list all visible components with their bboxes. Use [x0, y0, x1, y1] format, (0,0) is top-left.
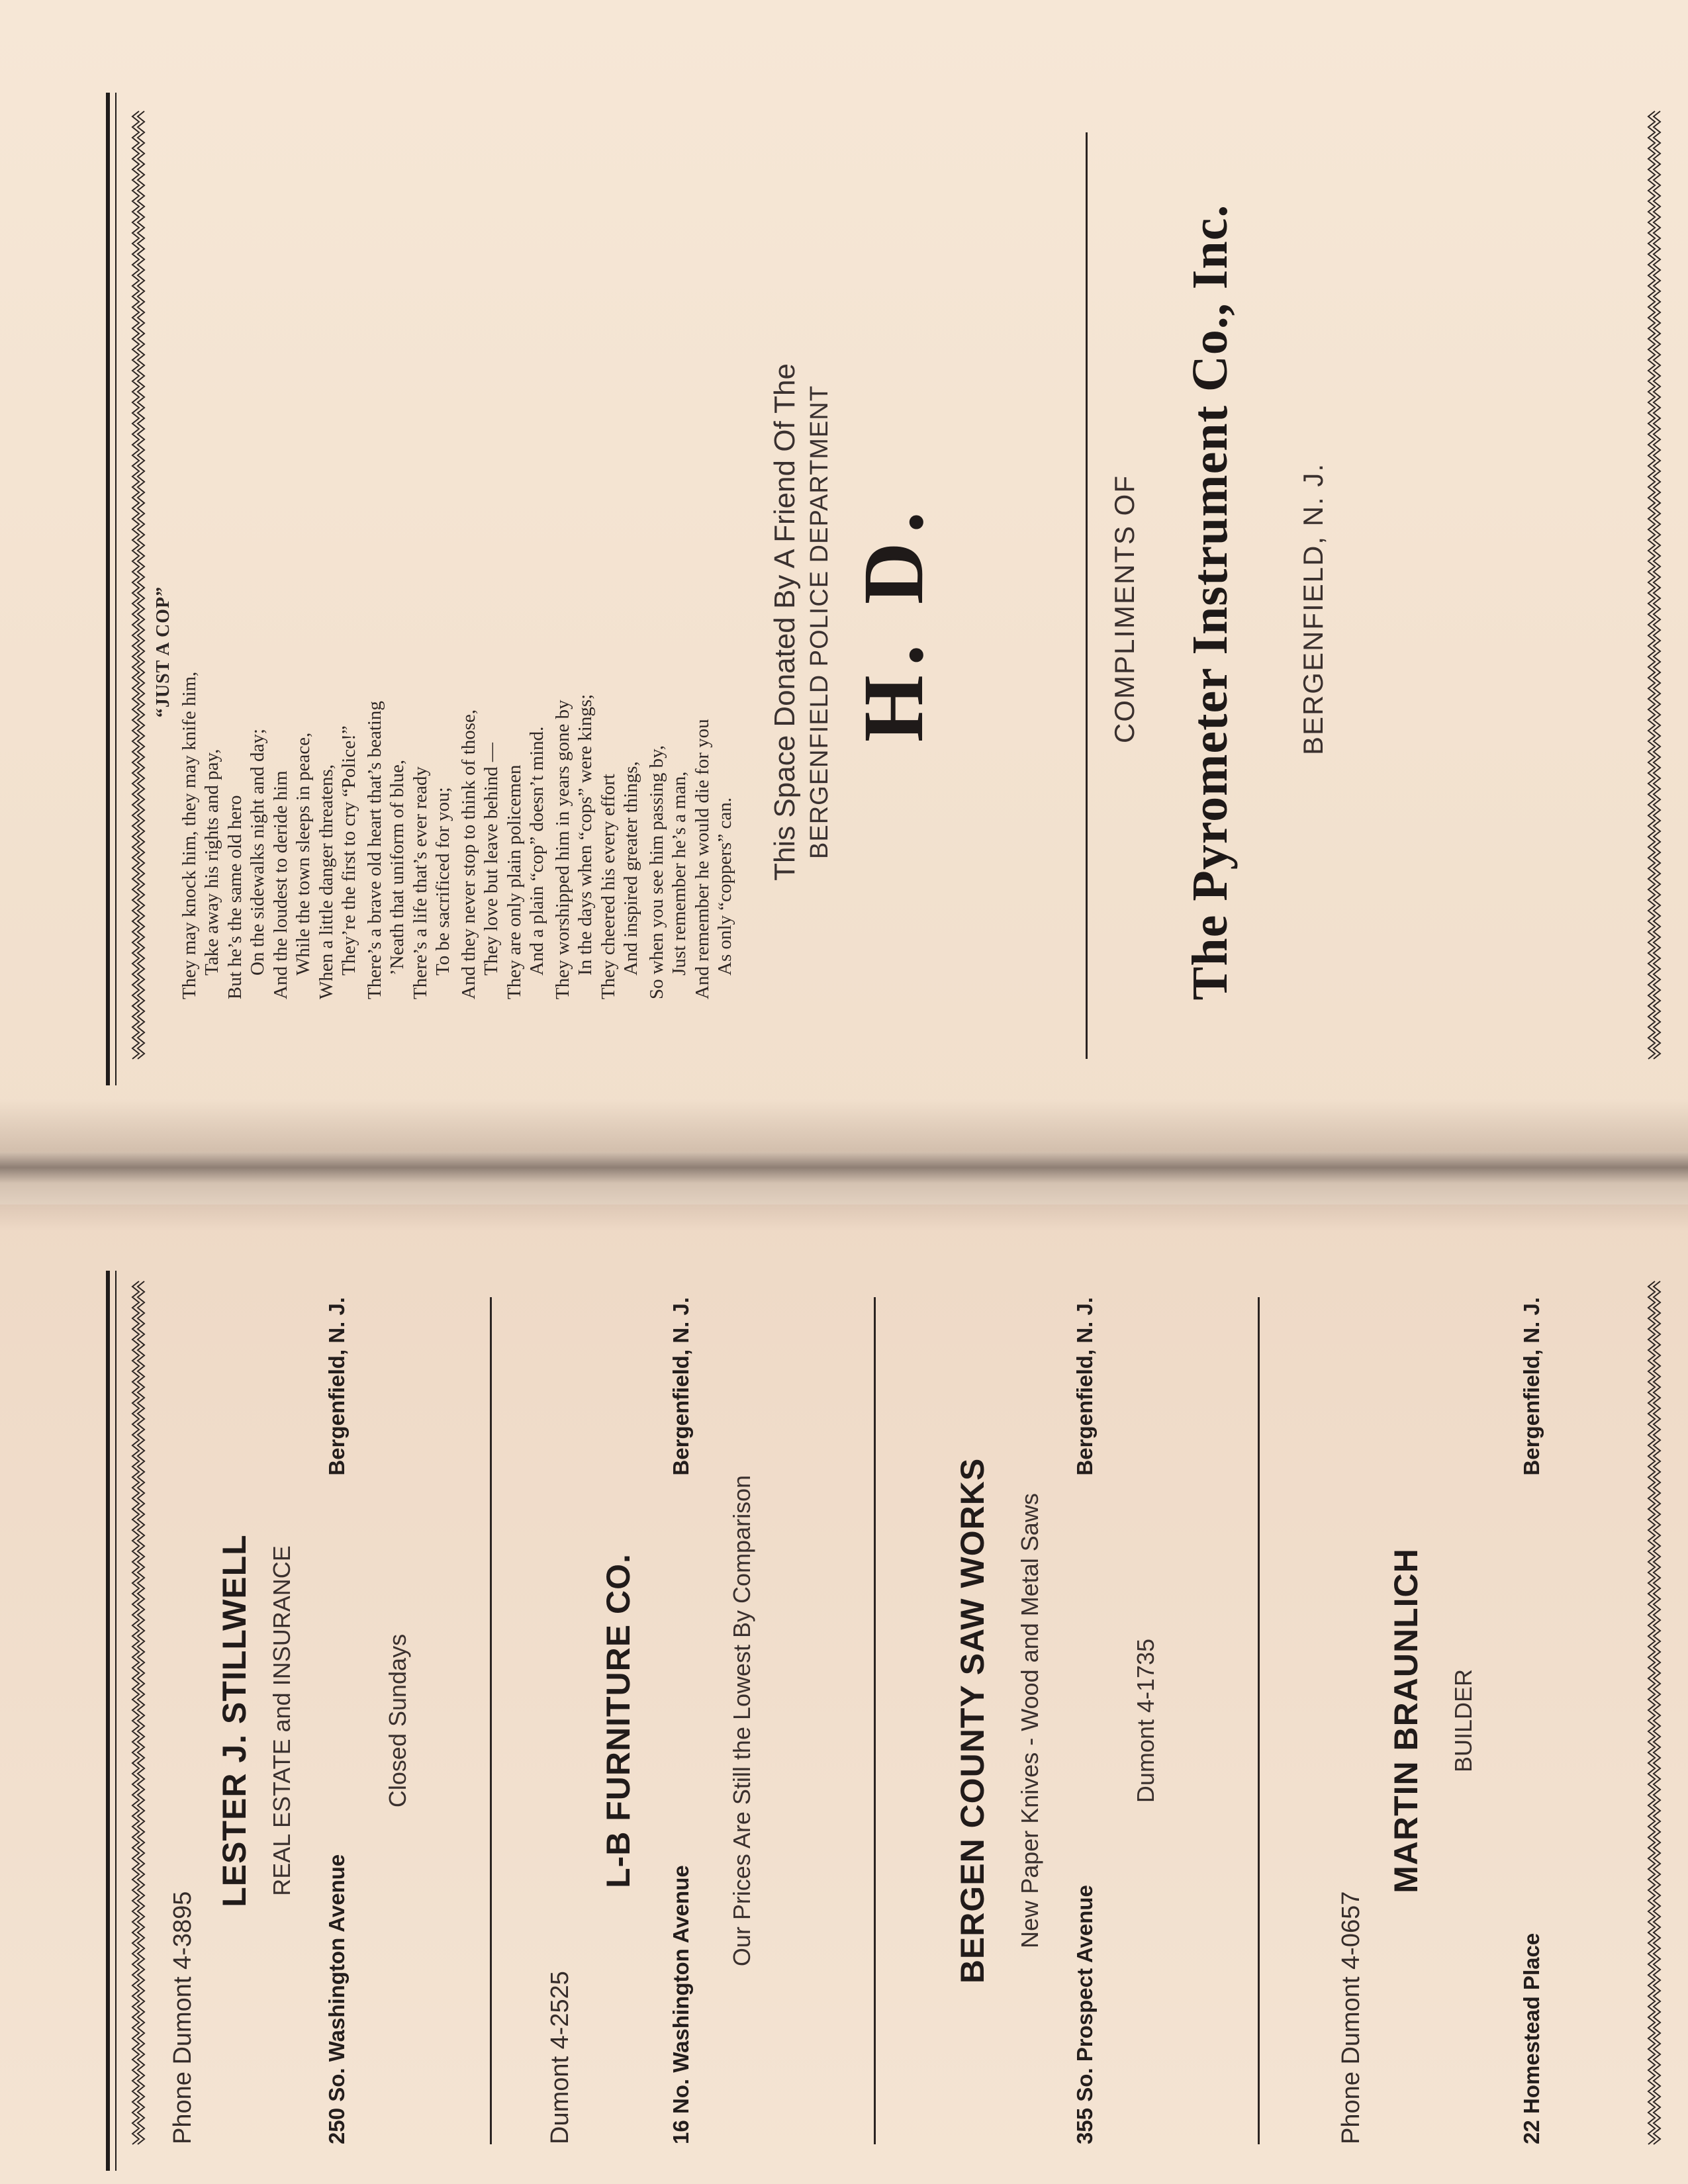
poem-title: “JUST A COP” [153, 586, 173, 718]
poem-line: And the loudest to deride him [269, 770, 291, 999]
ad-description: REAL ESTATE and INSURANCE [268, 1545, 295, 1896]
company-city: BERGENFIELD, N. J. [1297, 462, 1329, 756]
poem-line: In the days when “cops” were kings; [575, 694, 596, 976]
ad-business-name: MARTIN BRAUNLICH [1387, 1548, 1425, 1893]
ad-address-row [324, 1297, 353, 2144]
book-gutter [0, 1099, 1688, 1231]
poem-line: On the sidewalks night and day; [247, 729, 268, 976]
ad-city: Bergenfield, N. J. [669, 1297, 693, 1476]
ad-address-row [1519, 1297, 1548, 2144]
poem-line: And remember he would die for you [691, 719, 713, 999]
poem-line: There’s a brave old heart that’s beating [363, 701, 385, 999]
ad-description: New Paper Knives - Wood and Metal Saws [1016, 1493, 1043, 1948]
ad-city: Bergenfield, N. J. [1519, 1297, 1544, 1476]
poem-line: They love but leave behind — [481, 743, 502, 976]
poem-line: And they never stop to think of those, [457, 709, 479, 999]
ad-phone: Dumont 4-1735 [1132, 1638, 1159, 1803]
poem-line: And inspired greater things, [620, 761, 641, 976]
poem-line: They are only plain policemen [503, 764, 525, 999]
ad-business-name: BERGEN COUNTY SAW WORKS [954, 1457, 991, 1984]
ad-address: 22 Homestead Place [1519, 1933, 1544, 2144]
ad-address: 250 So. Washington Avenue [324, 1854, 349, 2144]
ad-description: BUILDER [1450, 1668, 1477, 1773]
poem-lines [178, 304, 737, 999]
company-name: The Pyrometer Instrument Co., Inc. [1182, 204, 1238, 1001]
top-page [106, 93, 1681, 1085]
poem-just-a-cop [152, 304, 737, 999]
poem-line: They’re the first to cry “Police!” [338, 725, 359, 976]
poem-line: Take away his rights and pay, [201, 749, 222, 976]
ad-address-row [1072, 1297, 1102, 2144]
poem-line: They may knock him, they may knife him, [178, 671, 200, 999]
section-divider [1086, 132, 1088, 1059]
ad-address: 16 No. Washington Avenue [669, 1865, 693, 2144]
poem-line: When a little danger threatens, [315, 764, 337, 999]
ad-phone: Phone Dumont 4-0657 [1337, 1891, 1365, 2144]
poem-line: While the town sleeps in peace, [293, 732, 314, 976]
poem-line: So when you see him passing by, [645, 745, 667, 999]
donation-line-1: This Space Donated By A Friend Of The [769, 363, 801, 881]
ad-business-name: LESTER J. STILLWELL [216, 1534, 253, 1907]
ad-business-name: L-B FURNITURE CO. [600, 1553, 637, 1888]
donation-line-2: BERGENFIELD POLICE DEPARTMENT [806, 385, 833, 859]
bottom-page [106, 1271, 1681, 2171]
compliments-label: COMPLIMENTS OF [1109, 474, 1140, 744]
ad-divider [490, 1297, 492, 2144]
ad-note: Our Prices Are Still the Lowest By Comparison [728, 1475, 755, 1967]
ad-city: Bergenfield, N. J. [324, 1297, 349, 1476]
donor-initials: H. D. [846, 502, 941, 743]
ad-phone: Dumont 4-2525 [546, 1971, 574, 2144]
poem-line: To be sacrificed for you; [432, 787, 453, 976]
poem-line: Just remember he’s a man, [669, 771, 690, 976]
poem-line: As only “coppers” can. [714, 797, 735, 976]
ad-city: Bergenfield, N. J. [1072, 1297, 1097, 1476]
ad-divider [874, 1297, 876, 2144]
poem-line: And a plain “cop” doesn’t mind. [526, 726, 547, 976]
ad-address-row [669, 1297, 698, 2144]
poem-line: They cheered his every effort [597, 774, 619, 999]
donation-notice [768, 225, 837, 1019]
ad-address: 355 So. Prospect Avenue [1072, 1885, 1097, 2144]
poem-line: There’s a life that’s ever ready [409, 766, 431, 999]
poem-line: They worshipped him in years gone by [551, 700, 573, 999]
ad-phone: Phone Dumont 4-3895 [169, 1891, 197, 2144]
poem-line: But he’s the same old hero [224, 795, 246, 999]
ad-note: Closed Sundays [384, 1633, 411, 1808]
ad-divider [1258, 1297, 1260, 2144]
poem-line: ’Neath that uniform of blue, [387, 759, 408, 976]
